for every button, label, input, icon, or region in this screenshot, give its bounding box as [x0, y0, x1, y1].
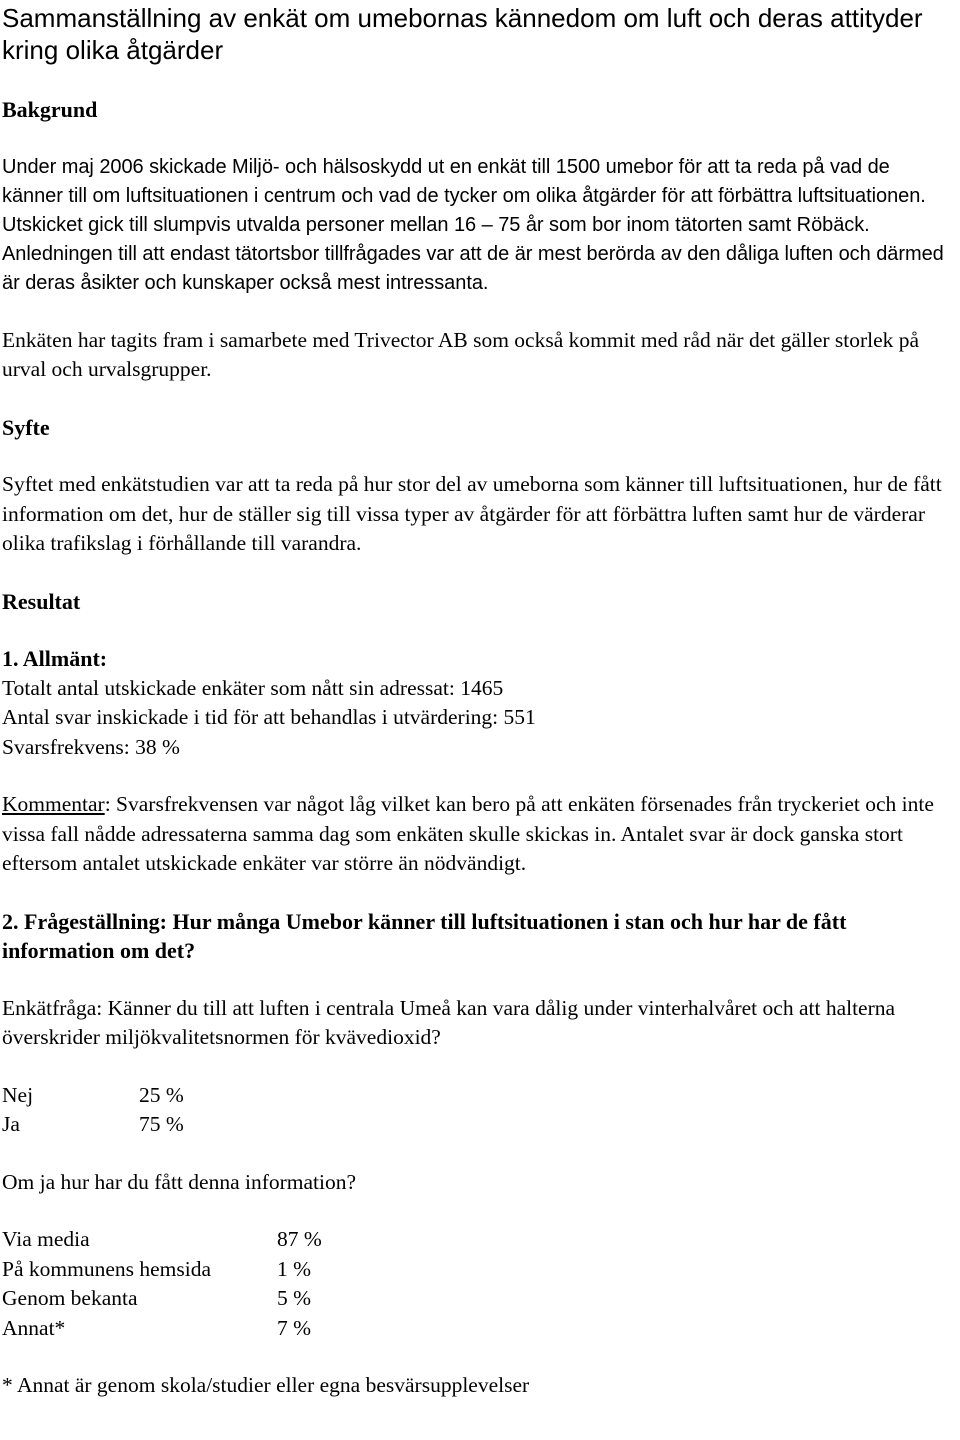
heading-fragestallning: 2. Frågeställning: Hur många Umebor känner till luftsituationen i stan och hur har de fått information om det? — [2, 908, 847, 963]
answer-value: 25 % — [139, 1082, 184, 1107]
source-value: 5 % — [277, 1286, 312, 1310]
source-row-annat — [2, 1314, 954, 1344]
comment-paragraph — [2, 790, 954, 879]
comment-text: : Svarsfrekvensen var något låg vilket kan bero på att enkäten försenades från tryckeriet och inte vissa fall nådde adressaterna samma dag som enkäten skulle skickas in. Antalet svar är dock ganska stort eftersom antalet utskickade enkäter var större än nödvändigt. — [2, 792, 934, 875]
survey-question: Enkätfråga: Känner du till att luften i centrala Umeå kan vara dålig under vinterhalvåret och att halterna överskrider miljökvalitetsnormen för kvävedioxid? — [2, 995, 896, 1049]
heading-allmant: 1. Allmänt: — [2, 646, 108, 671]
answer-row-ja — [2, 1110, 954, 1140]
stat-total-sent: Totalt antal utskickade enkäter som nått sin adressat: 1465 — [2, 675, 504, 700]
footnote: * Annat är genom skola/studier eller egna besvärsupplevelser — [2, 1373, 530, 1397]
source-row-bekanta — [2, 1284, 954, 1314]
syfte-paragraph: Syftet med enkätstudien var att ta reda på hur stor del av umeborna som känner till luftsituationen, hur de fått information om det, hur de ställer sig till vissa typer av åtgärder för att förbättra luften samt hur de värderar olika trafikslag i förhållande till varandra. — [2, 472, 942, 555]
heading-resultat: Resultat — [2, 588, 81, 614]
answer-value: 75 % — [139, 1112, 184, 1136]
source-label: På kommunens hemsida — [2, 1256, 212, 1281]
followup-question: Om ja hur har du fått denna information? — [2, 1169, 357, 1194]
sources-list — [2, 1225, 954, 1343]
document-page — [2, 0, 954, 1401]
answer-row-nej — [2, 1081, 954, 1111]
source-label: Annat* — [2, 1315, 66, 1340]
source-value: 1 % — [277, 1256, 312, 1281]
answers-list — [2, 1081, 954, 1140]
bakgrund-paragraph-2: Enkäten har tagits fram i samarbete med Trivector AB som också kommit med råd när det gäller storlek på urval och urvalsgrupper. — [2, 327, 920, 381]
source-label: Via media — [2, 1227, 90, 1251]
source-value: 87 % — [277, 1227, 322, 1251]
heading-syfte: Syfte — [2, 414, 50, 440]
bakgrund-paragraph-1: Under maj 2006 skickade Miljö- och hälsoskydd ut en enkät till 1500 umebor för att ta reda på vad de känner till om luftsituationen i centrum och vad de tycker om olika åtgärder för att förbättra luftsituationen. Utskicket gick till slumpvis utvalda personer mellan 16 – 75 år som bor inom tätorten samt Röbäck. Anledningen till att endast tätortsbor tillfrågades var att de är mest berörda av den dåliga luften och därmed är deras åsikter och kunskaper också mest intressanta. — [2, 155, 944, 294]
answer-label: Ja — [2, 1112, 20, 1136]
heading-bakgrund: Bakgrund — [2, 97, 98, 122]
answer-label: Nej — [2, 1082, 34, 1107]
source-row-media — [2, 1225, 954, 1255]
stat-response-rate: Svarsfrekvens: 38 % — [2, 734, 180, 759]
comment-label: Kommentar — [2, 792, 105, 816]
source-label: Genom bekanta — [2, 1286, 138, 1310]
source-value: 7 % — [277, 1315, 312, 1340]
stat-responses: Antal svar inskickade i tid för att behandlas i utvärdering: 551 — [2, 705, 536, 729]
source-row-hemsida — [2, 1255, 954, 1285]
document-title: Sammanställning av enkät om umebornas kännedom om luft och deras attityder kring olika åtgärder — [2, 3, 923, 65]
